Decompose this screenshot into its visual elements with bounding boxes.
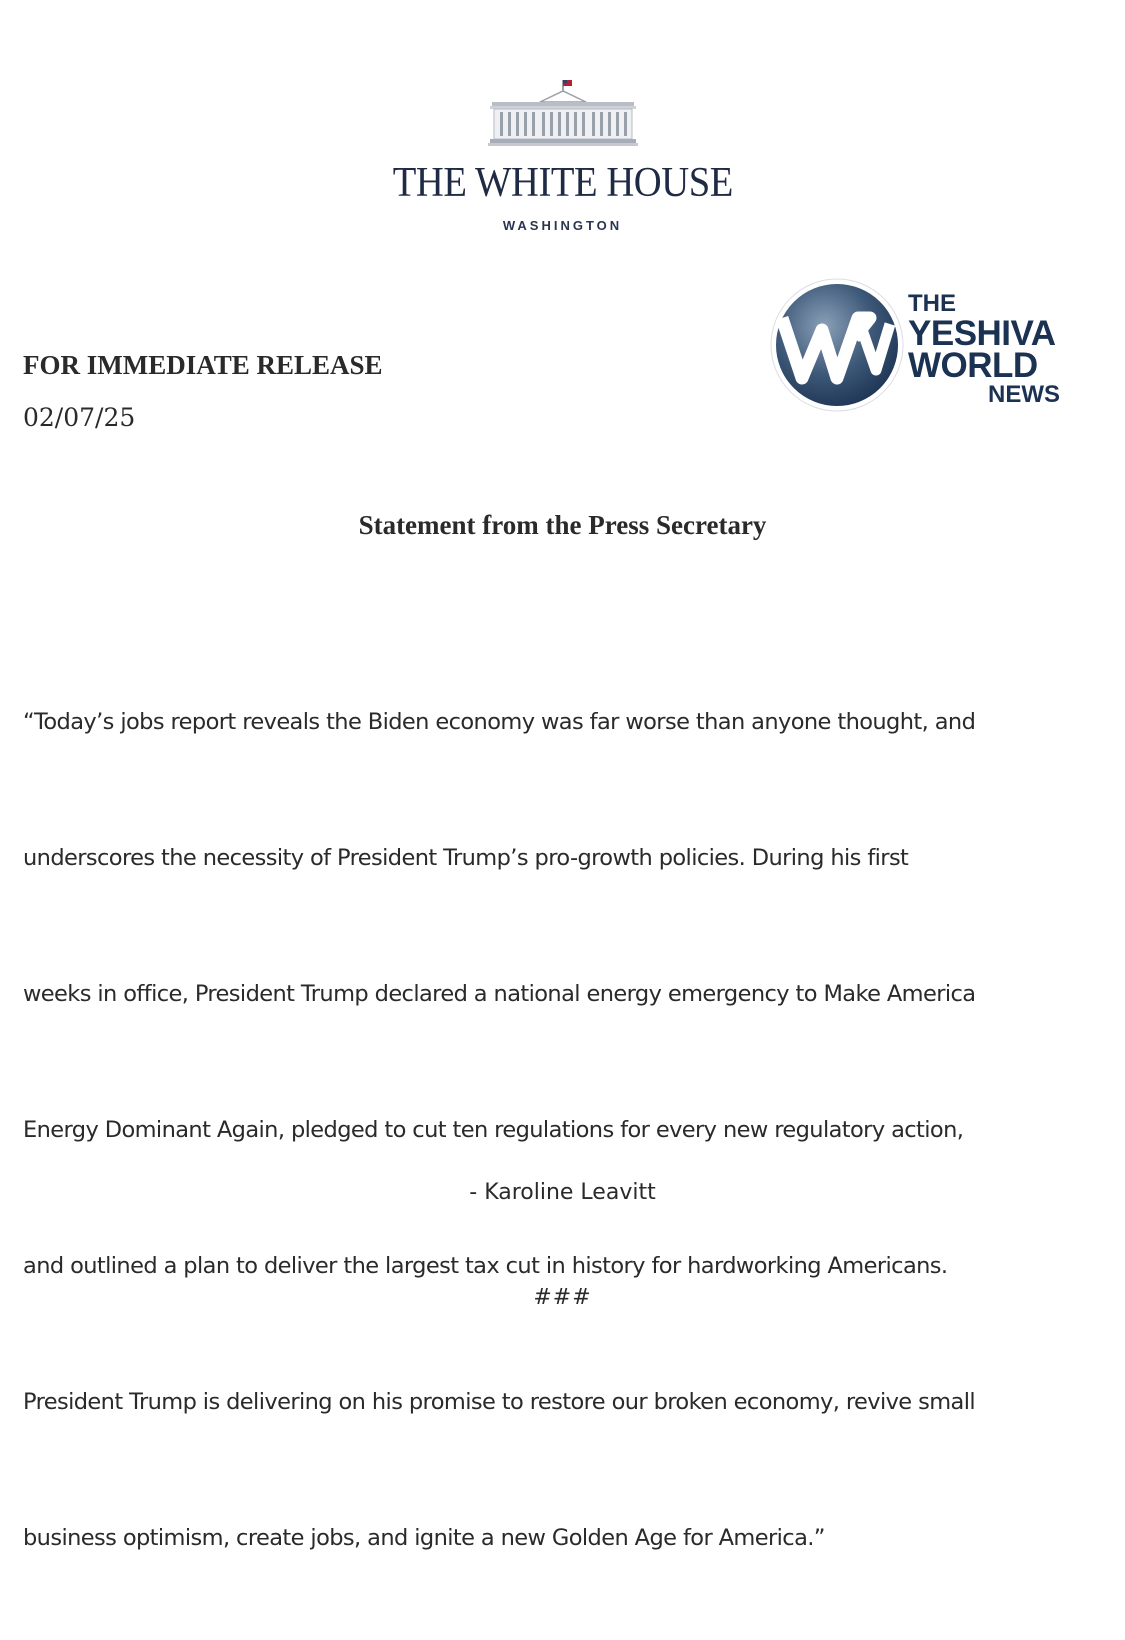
statement-line: business optimism, create jobs, and ignite a new Golden Age for America.” (23, 1525, 825, 1551)
statement-line: underscores the necessity of President Trump’s pro-growth policies. During his first (23, 845, 909, 871)
statement-line: weeks in office, President Trump declared a national energy emergency to Make America (23, 981, 976, 1007)
white-house-logo (0, 78, 1125, 233)
statement-line: President Trump is delivering on his promise to restore our broken economy, revive small (23, 1389, 976, 1415)
ywn-yeshiva: YESHIVA (908, 314, 1056, 353)
statement-body (23, 620, 1103, 1640)
statement-line: Energy Dominant Again, pledged to cut ten regulations for every new regulatory action, (23, 1117, 964, 1143)
statement-line: “Today’s jobs report reveals the Biden economy was far worse than anyone thought, and (23, 709, 976, 735)
ywn-wordmark (908, 292, 1060, 407)
release-date: 02/07/25 (23, 403, 136, 432)
ywn-circle-icon (770, 278, 905, 413)
statement-title: Statement from the Press Secretary (358, 510, 767, 540)
ywn-news: NEWS (988, 381, 1060, 408)
end-mark: ### (533, 1285, 592, 1310)
signature: - Karoline Leavitt (469, 1180, 656, 1205)
org-name: THE WHITE HOUSE (392, 160, 733, 206)
ywn-the: THE (908, 290, 956, 317)
org-location: WASHINGTON (502, 218, 623, 233)
ywn-world: WORLD (908, 346, 1038, 385)
statement-line: and outlined a plan to deliver the largest tax cut in history for hardworking Americans. (23, 1253, 948, 1279)
white-house-building-icon (488, 78, 638, 150)
release-label: FOR IMMEDIATE RELEASE (23, 350, 383, 380)
yeshiva-world-news-logo (770, 278, 1070, 418)
